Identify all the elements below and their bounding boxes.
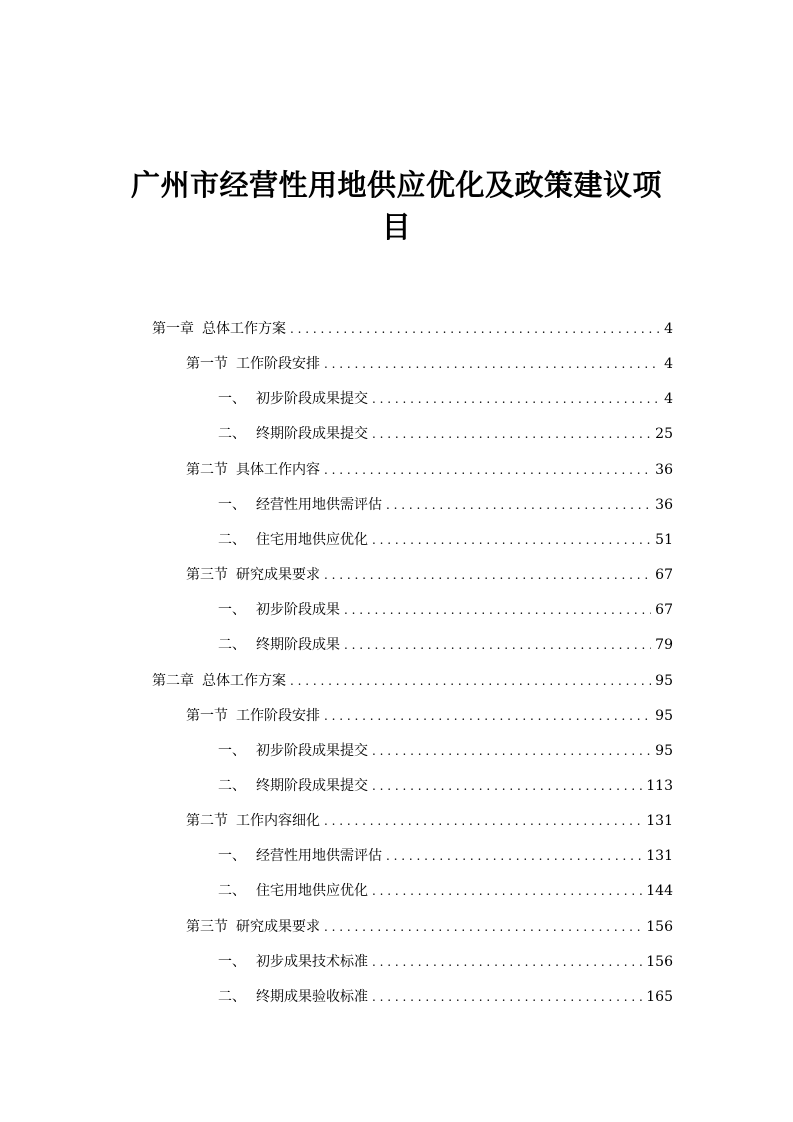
toc-entry-number: 一、 — [218, 496, 246, 513]
toc-entry-number: 二、 — [218, 883, 246, 900]
toc-entry-label: 具体工作内容 — [236, 461, 320, 478]
toc-entry-number: 二、 — [218, 426, 246, 443]
toc-entry-number: 一、 — [218, 391, 246, 408]
toc-entry[interactable] — [218, 634, 673, 656]
toc-dot-leader — [372, 529, 651, 551]
toc-entry-number: 一、 — [218, 742, 246, 759]
toc-entry-page-number: 4 — [664, 321, 673, 337]
toc-entry-number: 第一章 — [152, 321, 194, 337]
toc-entry[interactable] — [218, 986, 673, 1008]
toc-dot-leader — [290, 318, 659, 340]
toc-entry-page-number: 67 — [655, 602, 673, 619]
toc-entry-label: 住宅用地供应优化 — [256, 531, 368, 548]
toc-entry-label: 终期阶段成果 — [256, 637, 340, 654]
toc-entry-label: 初步阶段成果 — [256, 602, 340, 619]
toc-dot-leader — [324, 916, 642, 938]
toc-entry-label: 总体工作方案 — [202, 321, 286, 337]
toc-entry-page-number: 95 — [655, 742, 673, 759]
toc-entry-label: 住宅用地供应优化 — [256, 883, 368, 900]
toc-entry[interactable] — [218, 529, 673, 551]
document-title-line-2: 目 — [381, 210, 412, 244]
document-title-line-1: 广州市经营性用地供应优化及政策建议项 — [130, 168, 662, 202]
toc-entry-number: 一、 — [218, 602, 246, 619]
toc-entry-number: 一、 — [218, 953, 246, 970]
toc-entry-page-number: 4 — [664, 356, 673, 373]
toc-entry-label: 经营性用地供需评估 — [256, 496, 382, 513]
toc-dot-leader — [324, 564, 651, 586]
toc-dot-leader — [324, 353, 659, 375]
toc-entry[interactable] — [186, 916, 673, 938]
toc-dot-leader — [372, 986, 642, 1008]
toc-entry[interactable] — [186, 705, 673, 727]
toc-entry-label: 终期成果验收标准 — [256, 988, 368, 1005]
toc-entry[interactable] — [152, 670, 673, 692]
toc-dot-leader — [324, 459, 651, 481]
toc-entry-number: 一、 — [218, 848, 246, 865]
toc-entry-label: 终期阶段成果提交 — [256, 777, 368, 794]
toc-entry-number: 第二章 — [152, 672, 194, 689]
toc-dot-leader — [372, 880, 642, 902]
toc-entry-number: 第三节 — [186, 918, 228, 935]
toc-entry[interactable] — [218, 599, 673, 621]
toc-entry-page-number: 95 — [655, 707, 673, 724]
toc-entry[interactable] — [218, 494, 673, 516]
toc-dot-leader — [386, 494, 651, 516]
document-title — [120, 164, 673, 248]
toc-entry-number: 第二节 — [186, 461, 228, 478]
toc-dot-leader — [372, 388, 659, 410]
toc-entry-label: 总体工作方案 — [202, 672, 286, 689]
toc-entry-page-number: 36 — [655, 496, 673, 513]
toc-entry-label: 研究成果要求 — [236, 567, 320, 584]
toc-entry-page-number: 51 — [655, 531, 673, 548]
toc-entry-number: 第一节 — [186, 707, 228, 724]
toc-entry[interactable] — [218, 880, 673, 902]
toc-entry-page-number: 156 — [646, 918, 673, 935]
toc-entry[interactable] — [218, 423, 673, 445]
toc-entry-number: 二、 — [218, 777, 246, 794]
toc-dot-leader — [344, 634, 651, 656]
toc-dot-leader — [344, 599, 651, 621]
toc-entry-label: 初步成果技术标准 — [256, 953, 368, 970]
toc-dot-leader — [372, 740, 651, 762]
toc-entry-label: 研究成果要求 — [236, 918, 320, 935]
toc-entry-label: 工作阶段安排 — [236, 707, 320, 724]
toc-entry-page-number: 156 — [646, 953, 673, 970]
toc-entry[interactable] — [186, 564, 673, 586]
toc-entry-page-number: 67 — [655, 567, 673, 584]
toc-entry-page-number: 165 — [646, 988, 673, 1005]
toc-dot-leader — [386, 845, 642, 867]
toc-entry-page-number: 25 — [655, 426, 673, 443]
toc-entry[interactable] — [218, 951, 673, 973]
toc-entry-page-number: 4 — [664, 391, 673, 408]
toc-entry[interactable] — [152, 318, 673, 340]
toc-entry-label: 初步阶段成果提交 — [256, 391, 368, 408]
toc-entry[interactable] — [218, 740, 673, 762]
toc-entry-number: 二、 — [218, 531, 246, 548]
toc-entry-label: 终期阶段成果提交 — [256, 426, 368, 443]
toc-entry-label: 经营性用地供需评估 — [256, 848, 382, 865]
toc-entry-number: 二、 — [218, 637, 246, 654]
toc-entry[interactable] — [186, 459, 673, 481]
toc-dot-leader — [372, 423, 651, 445]
toc-entry-page-number: 144 — [646, 883, 673, 900]
toc-entry-page-number: 95 — [655, 672, 673, 689]
toc-dot-leader — [324, 705, 651, 727]
toc-entry-page-number: 79 — [655, 637, 673, 654]
toc-entry-label: 工作阶段安排 — [236, 356, 320, 373]
toc-entry[interactable] — [218, 775, 673, 797]
toc-entry[interactable] — [186, 810, 673, 832]
toc-dot-leader — [372, 775, 642, 797]
toc-entry-page-number: 131 — [646, 848, 673, 865]
toc-entry-number: 第三节 — [186, 567, 228, 584]
toc-entry-number: 第一节 — [186, 356, 228, 373]
toc-entry-page-number: 113 — [646, 777, 673, 794]
toc-entry-number: 第二节 — [186, 813, 228, 830]
toc-entry[interactable] — [218, 388, 673, 410]
toc-entry-label: 工作内容细化 — [236, 813, 320, 830]
toc-dot-leader — [372, 951, 642, 973]
toc-dot-leader — [324, 810, 642, 832]
toc-entry[interactable] — [218, 845, 673, 867]
toc-entry-page-number: 36 — [655, 461, 673, 478]
toc-dot-leader — [290, 670, 651, 692]
toc-entry-page-number: 131 — [646, 813, 673, 830]
toc-entry-number: 二、 — [218, 988, 246, 1005]
toc-entry[interactable] — [186, 353, 673, 375]
toc-entry-label: 初步阶段成果提交 — [256, 742, 368, 759]
